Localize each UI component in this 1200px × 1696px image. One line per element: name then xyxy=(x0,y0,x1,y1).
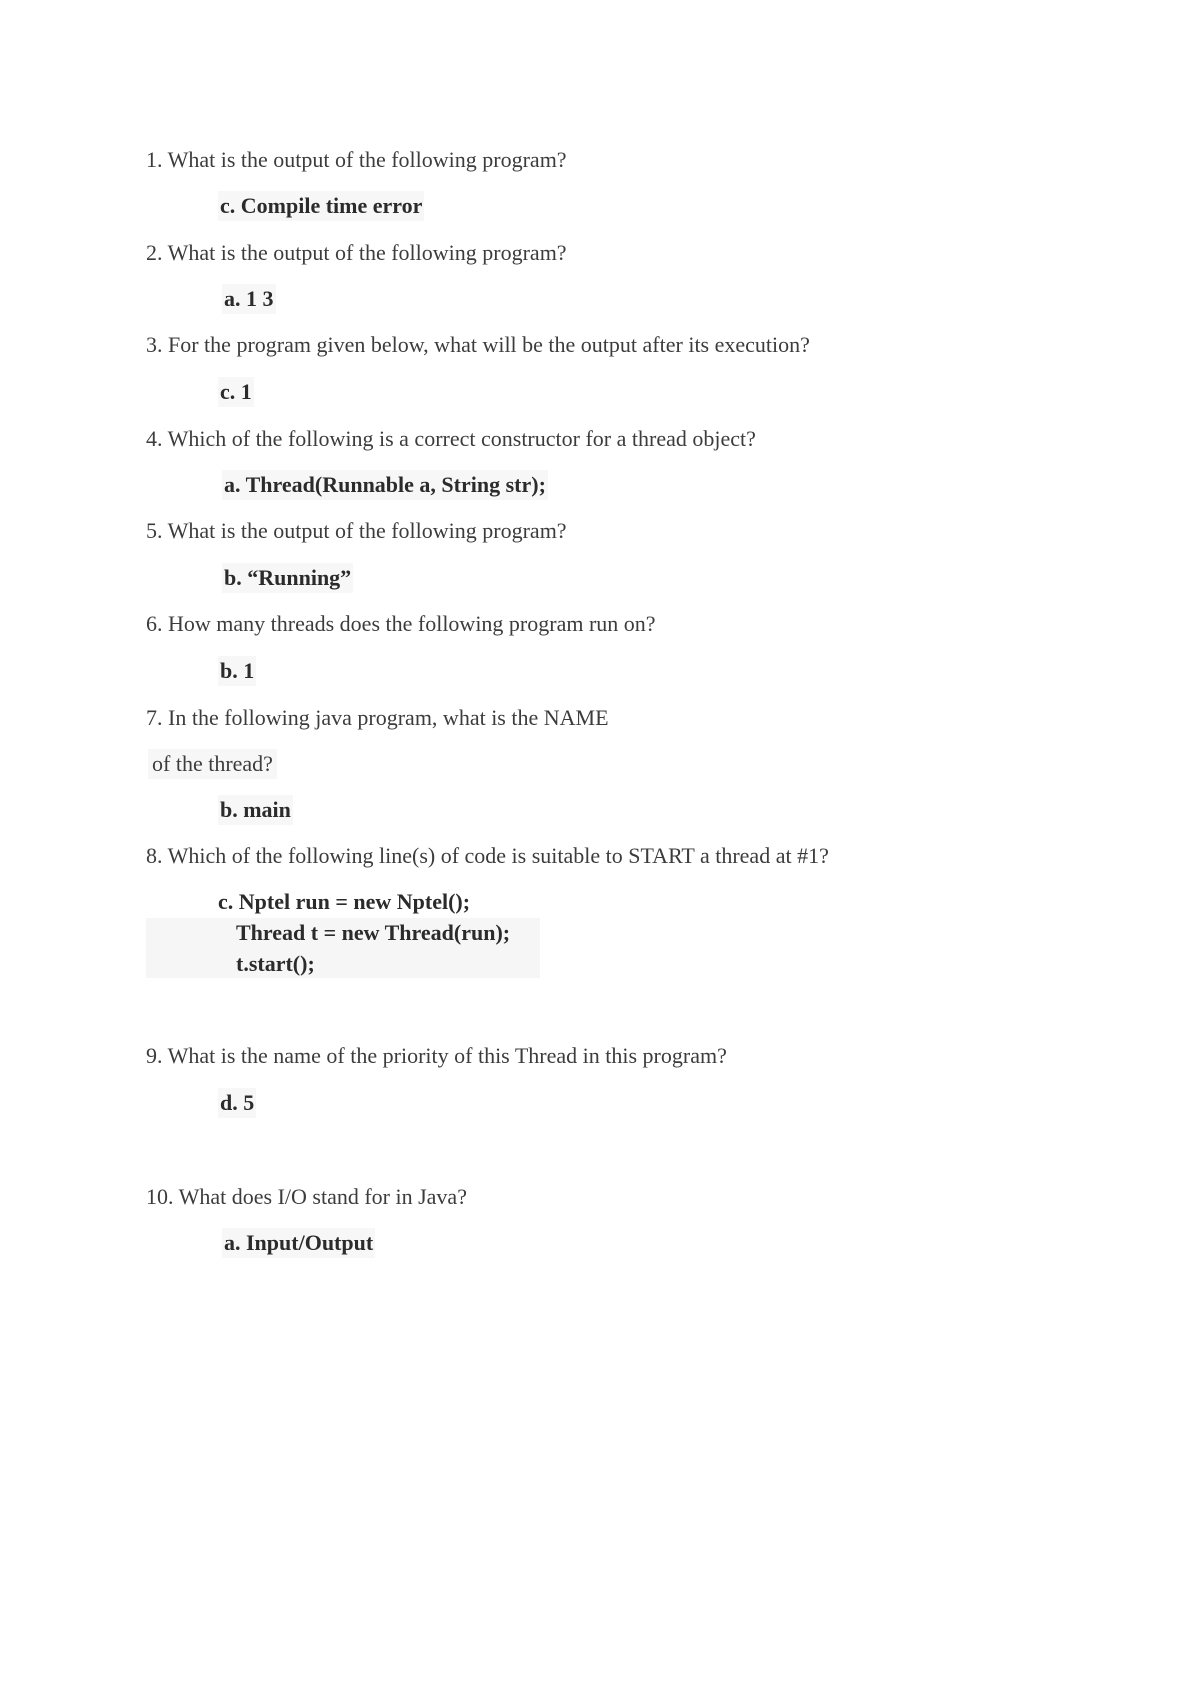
answer-10: a. Input/Output xyxy=(222,1228,375,1258)
question-2: 2. What is the output of the following program? xyxy=(146,240,567,265)
answer-3: c. 1 xyxy=(218,377,254,407)
question-6: 6. How many threads does the following program run on? xyxy=(146,611,656,636)
question-5: 5. What is the output of the following program? xyxy=(146,518,567,543)
question-8: 8. Which of the following line(s) of code is suitable to START a thread at #1? xyxy=(146,843,829,868)
answer-6: b. 1 xyxy=(218,656,256,686)
question-7-continued: of the thread? xyxy=(148,749,277,779)
question-3: 3. For the program given below, what will be the output after its execution? xyxy=(146,332,810,357)
question-10: 10. What does I/O stand for in Java? xyxy=(146,1184,467,1209)
answer-8-line-3: t.start(); xyxy=(236,951,315,976)
answer-2: a. 1 3 xyxy=(222,284,276,314)
answer-7: b. main xyxy=(218,795,293,825)
answer-1: c. Compile time error xyxy=(218,191,424,221)
question-1: 1. What is the output of the following program? xyxy=(146,147,567,172)
answer-8-line-2: Thread t = new Thread(run); xyxy=(236,920,511,945)
answer-9: d. 5 xyxy=(218,1088,256,1118)
question-4: 4. Which of the following is a correct constructor for a thread object? xyxy=(146,426,756,451)
question-7: 7. In the following java program, what is the NAME xyxy=(146,705,609,730)
answer-5: b. “Running” xyxy=(222,563,353,593)
answer-8-line-1: c. Nptel run = new Nptel(); xyxy=(218,889,471,914)
question-9: 9. What is the name of the priority of this Thread in this program? xyxy=(146,1043,727,1068)
answer-4: a. Thread(Runnable a, String str); xyxy=(222,470,548,500)
